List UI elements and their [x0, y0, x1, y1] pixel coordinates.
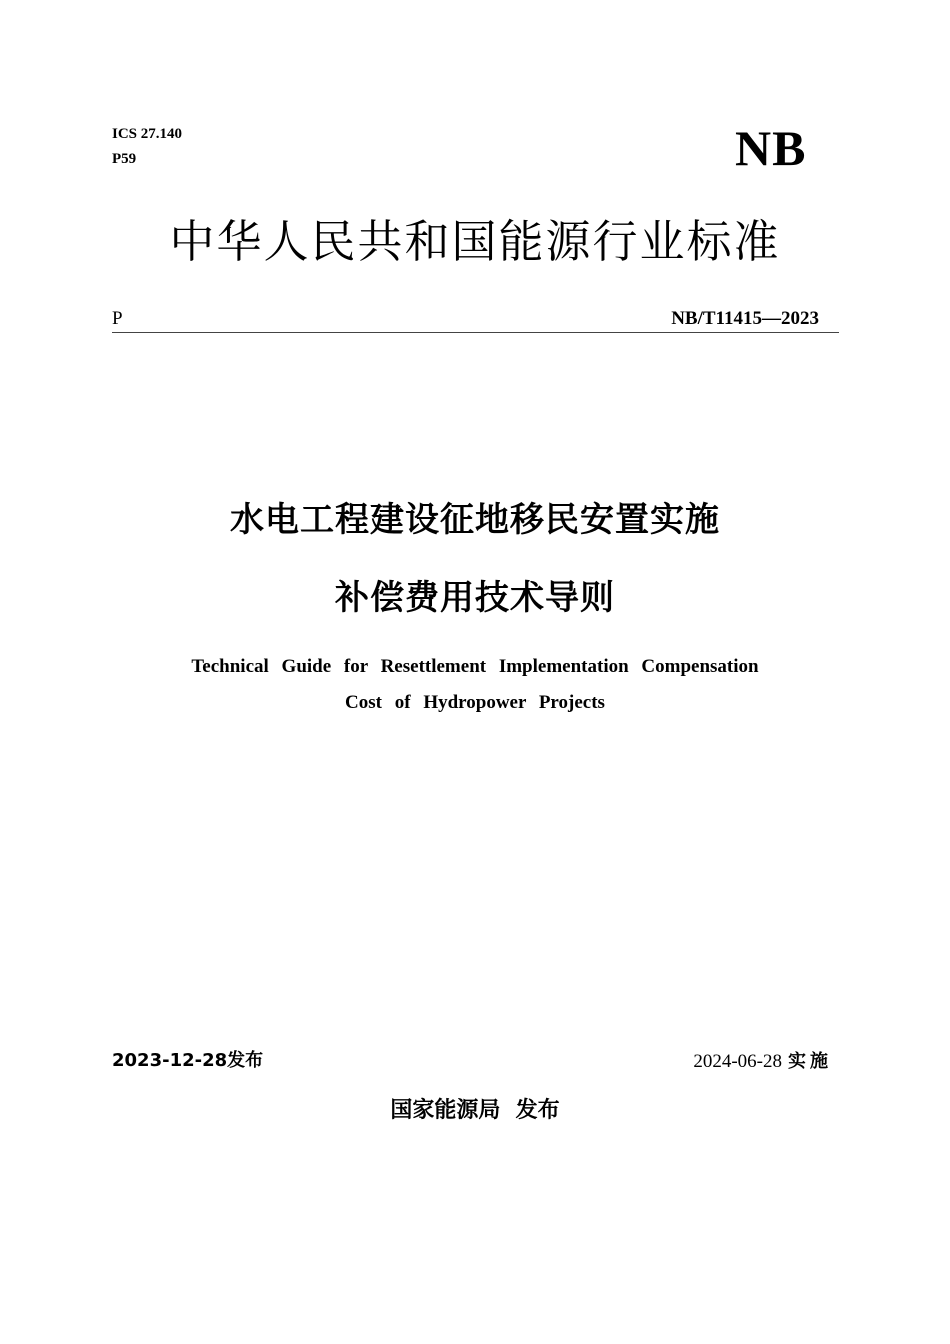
nb-logo: NB	[735, 120, 807, 176]
header-divider	[112, 332, 839, 333]
document-title-en-line1: Technical Guide for Resettlement Implementation Compensation	[191, 656, 759, 677]
implementation-date: 2024-06-28	[693, 1051, 782, 1072]
ccs-number: P59	[112, 151, 137, 167]
classification-code: P	[112, 308, 123, 329]
implementation-label: 实施	[788, 1051, 832, 1072]
document-title-cn-line2: 补偿费用技术导则	[335, 578, 615, 618]
standard-number: NB/T11415—2023	[671, 308, 819, 329]
ics-number: ICS 27.140	[112, 126, 183, 142]
issue-date: 2023-12-28发布	[112, 1050, 264, 1071]
document-title-cn-line1: 水电工程建设征地移民安置实施	[230, 500, 720, 540]
standard-category-title: 中华人民共和国能源行业标准	[169, 215, 781, 268]
ics-code-block	[112, 125, 182, 175]
implementation-info	[693, 1049, 832, 1074]
document-title-en-line2: Cost of Hydropower Projects	[345, 692, 605, 713]
publisher: 国家能源局 发布	[390, 1098, 560, 1123]
